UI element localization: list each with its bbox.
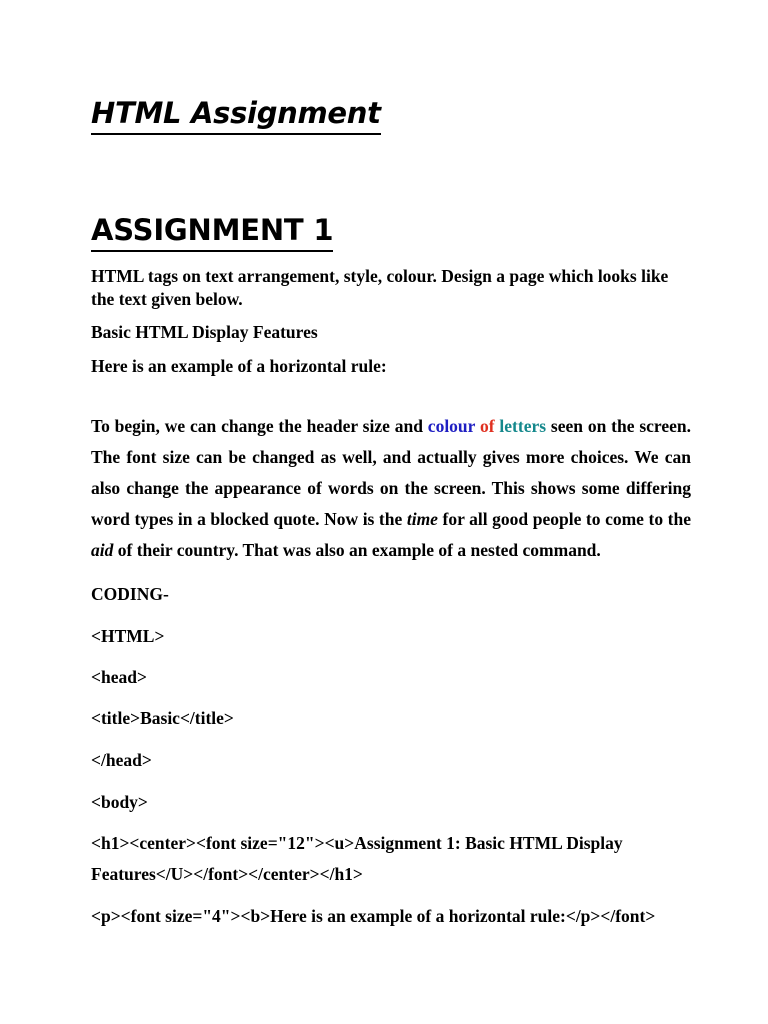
code-p-line: <p><font size="4"><b>Here is an example of a horizontal rule:</p></font> [91, 906, 656, 926]
intro-line-1: HTML tags on text arrangement, style, colour. Design a page which looks like [91, 266, 669, 286]
code-line: <title>Basic</title> [91, 708, 234, 728]
horizontal-rule-line: Here is an example of a horizontal rule: [91, 356, 387, 376]
code-h1-line-2: Features</U></font></center></h1> [91, 864, 363, 884]
italic-time-word: time [406, 509, 438, 529]
code-line: <HTML> [91, 626, 165, 646]
coding-label: CODING- [91, 584, 169, 604]
paragraph-text: for all good people to come to the [437, 509, 691, 529]
assignment-heading: ASSIGNMENT 1 [91, 210, 333, 252]
code-line: <head> [91, 667, 147, 687]
of-word: of [479, 416, 495, 436]
letters-word: letters [499, 416, 547, 436]
intro-line-2: the text given below. [91, 289, 243, 309]
colour-word: colour [427, 416, 476, 436]
code-line: </head> [91, 750, 152, 770]
paragraph-text: To begin, we can change the header size and [91, 416, 428, 436]
document-title: HTML Assignment [91, 93, 381, 135]
paragraph-text: seen on the screen. The font size can be changed as well, and actually gives more choices. We can also change the appearance of words on the screen. This shows some differing word types in a blocked quote. Now is the [91, 416, 692, 529]
code-line: <body> [91, 792, 148, 812]
feature-heading: Basic HTML Display Features [91, 322, 318, 342]
paragraph-text: of their country. That was also an example of a nested command. [113, 540, 601, 560]
sample-paragraph [91, 411, 691, 566]
italic-aid-word: aid [91, 540, 114, 560]
code-h1-line-1: <h1><center><font size="12"><u>Assignment 1: Basic HTML Display [91, 833, 623, 853]
